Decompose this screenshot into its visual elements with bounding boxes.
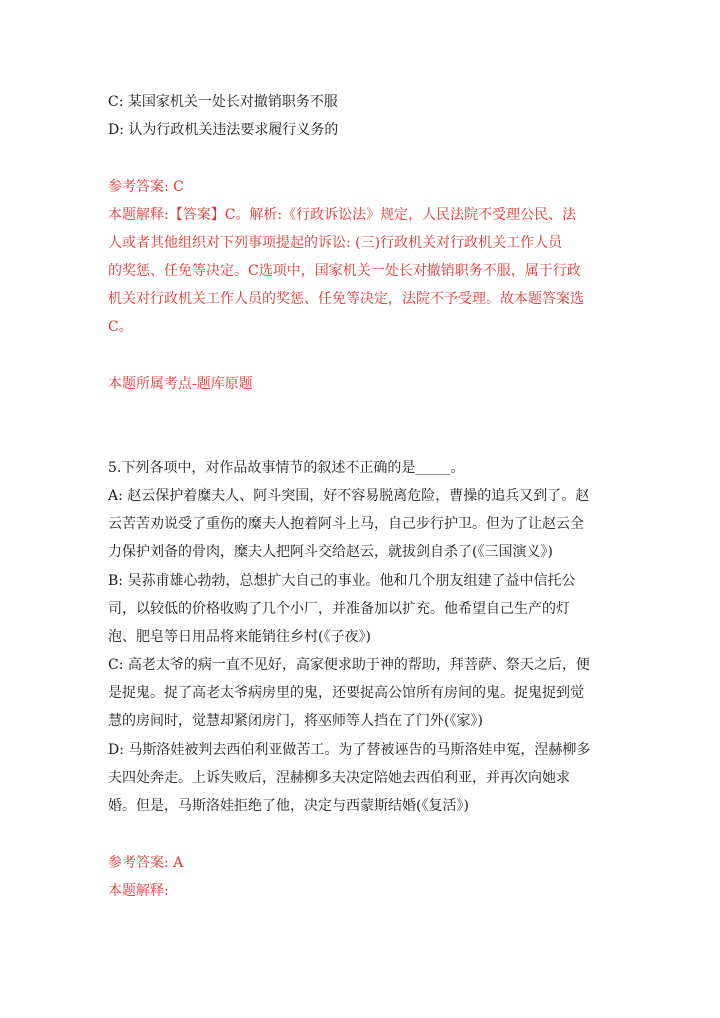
option-line: 司，以较低的价格收购了几个小厂，并准备加以扩充。他希望自己生产的灯 <box>108 601 570 617</box>
option-line: A: 赵云保护着糜夫人、阿斗突围，好不容易脱离危险，曹操的追兵又到了。赵 <box>108 488 590 504</box>
explanation-line: 本题解释:【答案】C。解析:《行政诉讼法》规定，人民法院不受理公民、法 <box>108 207 577 223</box>
option-line: 婚。但是，马斯洛娃拒绝了他，决定与西蒙斯结婚(《复活》) <box>108 798 469 814</box>
option-d: D: 认为行政机关违法要求履行义务的 <box>108 122 339 138</box>
option-line: D: 马斯洛娃被判去西伯利亚做苦工。为了替被诬告的马斯洛娃申冤，涅赫柳多 <box>108 742 591 758</box>
explanation-label: 本题解释: <box>108 883 169 899</box>
explanation-line: 的奖惩、任免等决定。C选项中，国家机关一处长对撤销职务不服，属于行政 <box>108 263 581 279</box>
option-c: C: 某国家机关一处长对撤销职务不服 <box>108 94 338 110</box>
option-line: 云苦苦劝说受了重伤的糜夫人抱着阿斗上马，自己步行护卫。但为了让赵云全 <box>108 516 584 532</box>
explanation-line: 机关对行政机关工作人员的奖惩、任免等决定，法院不予受理。故本题答案选 <box>108 291 584 307</box>
option-line: 夫四处奔走。上诉失败后，涅赫柳多夫决定陪她去西伯利亚，并再次向她求 <box>108 770 570 786</box>
option-line: B: 吴荪甫雄心勃勃，总想扩大自己的事业。他和几个朋友组建了益中信托公 <box>108 573 576 589</box>
source-note: 本题所属考点-题库原题 <box>108 376 253 392</box>
answer-label: 参考答案: C <box>108 179 184 195</box>
option-line: 是捉鬼。捉了高老太爷病房里的鬼，还要捉高公馆所有房间的鬼。捉鬼捉到觉 <box>108 685 584 701</box>
option-line: C: 高老太爷的病一直不见好，高家便求助于神的帮助，拜菩萨、祭天之后，便 <box>108 657 590 673</box>
question-stem: 5.下列各项中，对作品故事情节的叙述不正确的是_____。 <box>108 460 465 476</box>
option-line: 慧的房间时，觉慧却紧闭房门，将巫师等人挡在了门外(《家》) <box>108 713 483 729</box>
explanation-line: 人或者其他组织对下列事项提起的诉讼: (三)行政机关对行政机关工作人员 <box>108 235 563 251</box>
explanation-line: C。 <box>108 319 133 335</box>
answer-label: 参考答案: A <box>108 855 184 871</box>
option-line: 力保护刘备的骨肉，糜夫人把阿斗交给赵云，就拔剑自杀了(《三国演义》) <box>108 544 553 560</box>
option-line: 泡、肥皂等日用品将来能销往乡村(《子夜》) <box>108 629 371 645</box>
